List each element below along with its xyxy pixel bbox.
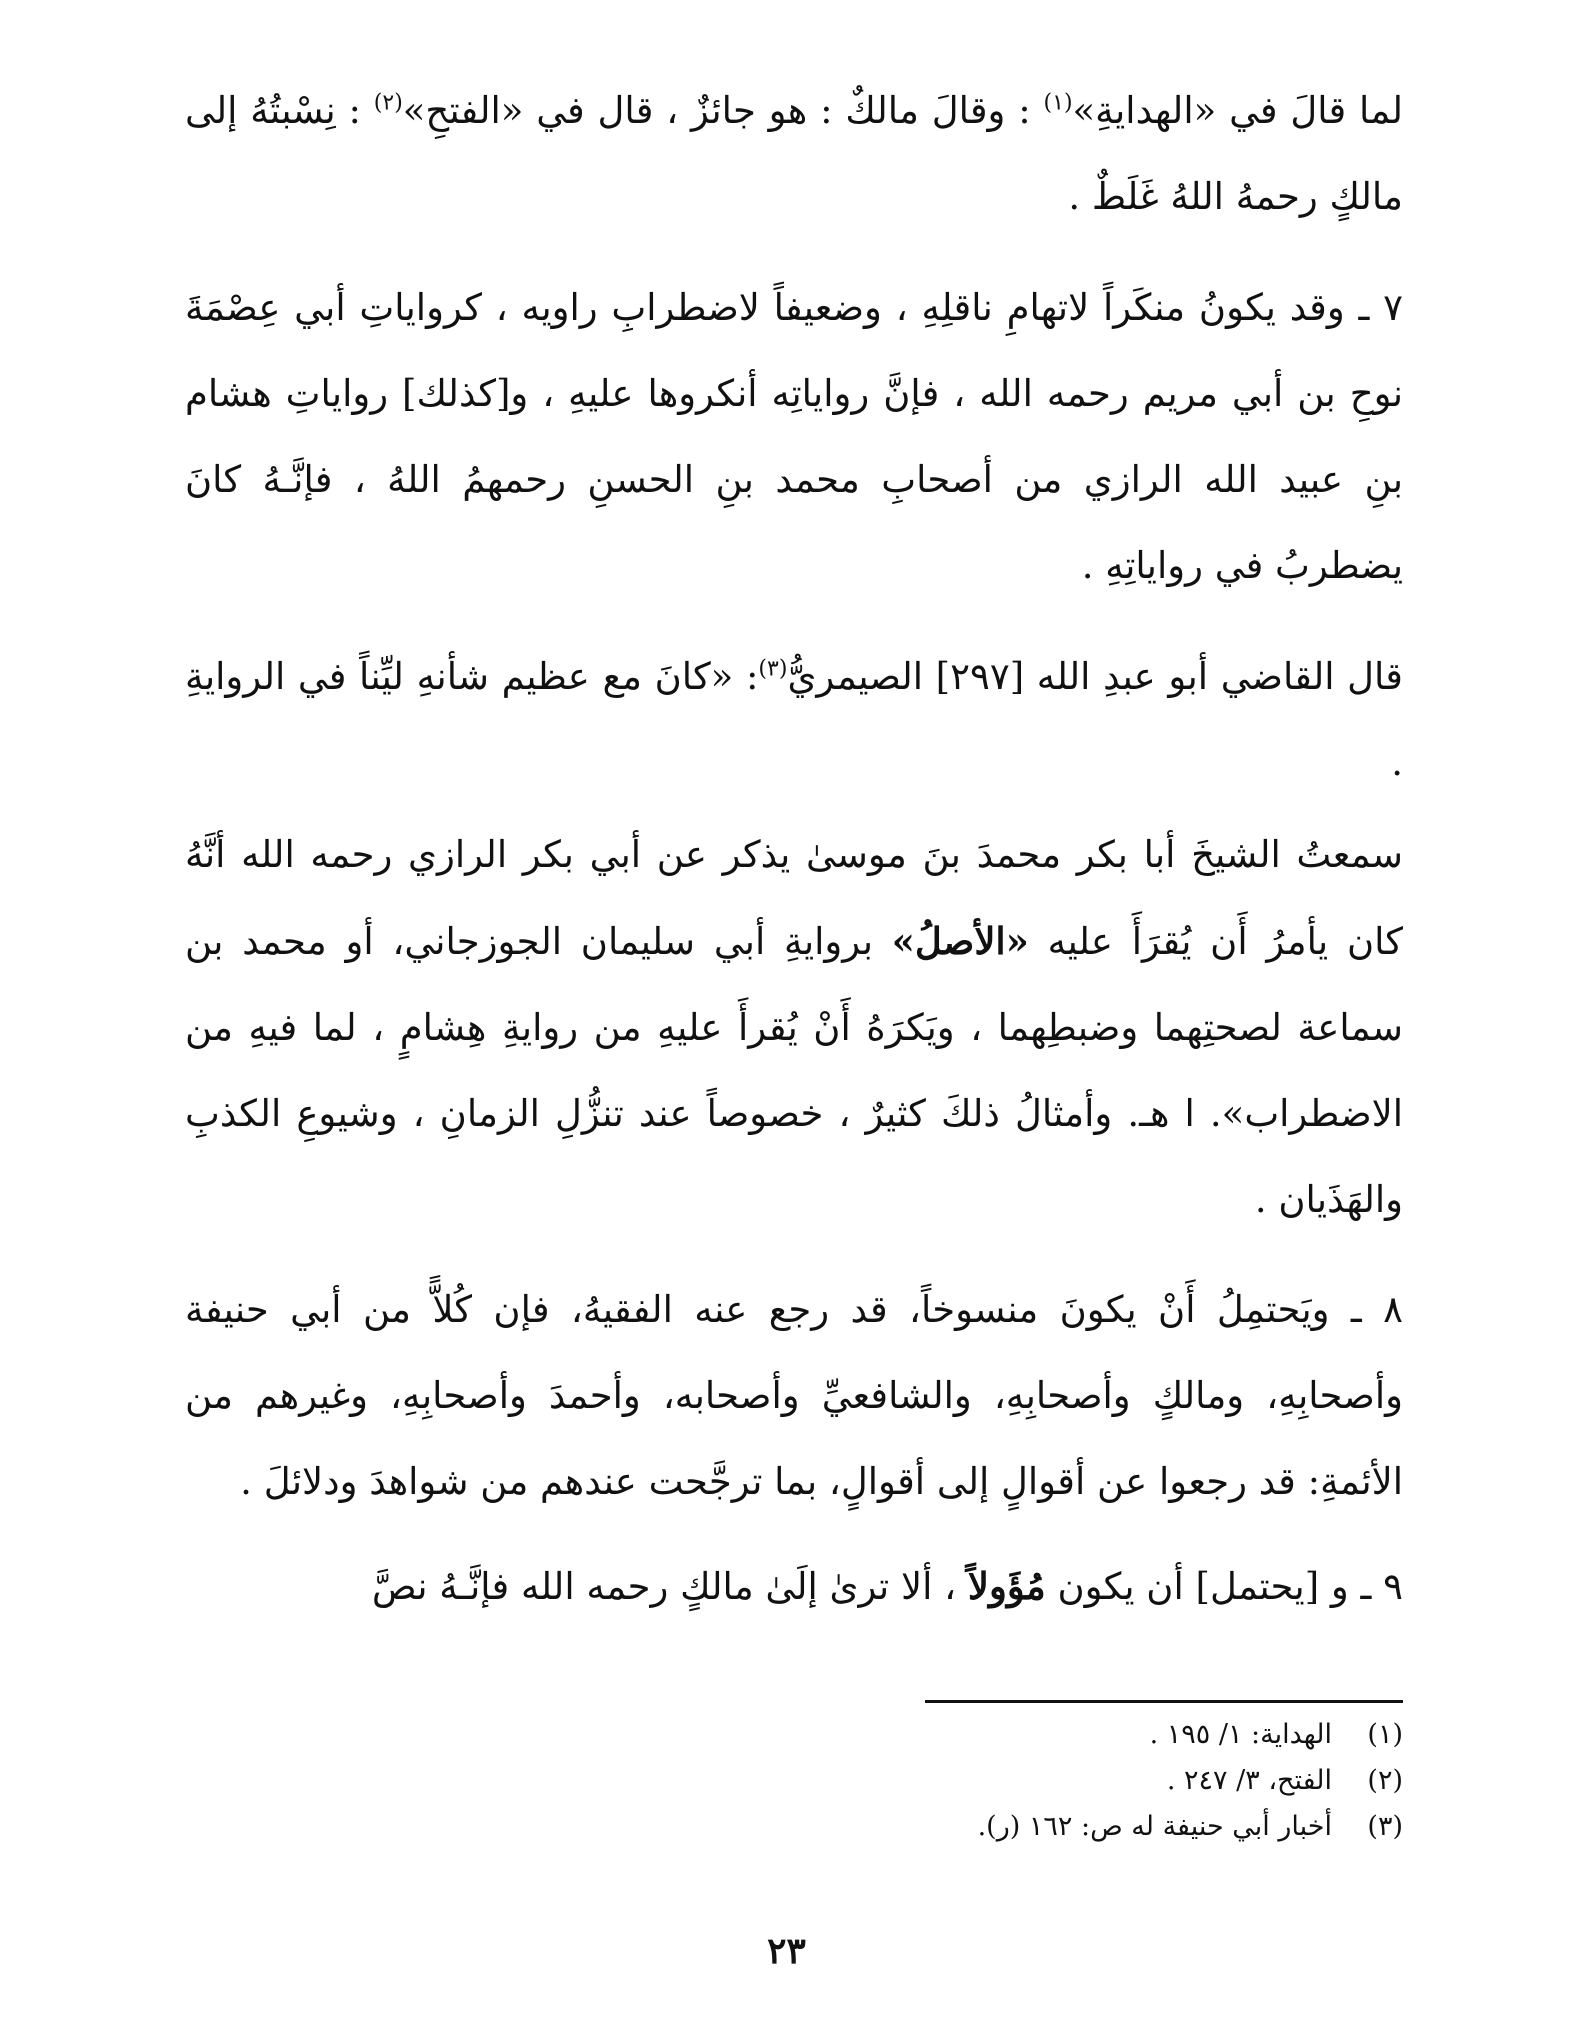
text-span: لما قالَ في «الهدايةِ» xyxy=(1072,89,1403,132)
bold-term-asl: «الأصلُ» xyxy=(891,919,1029,963)
text-span: ٨ ـ ويَحتمِلُ أَنْ يكونَ منسوخاً، قد رجع عنه الفقيهُ، فإن كُلاًّ من أبي حنيفة وأصحابِهِ، ومالكٍ وأصحابِهِ، والشافعيِّ وأصحابه، وأحمدَ وأصحابِهِ، وغيرهم من الأئمةِ: قد رجعوا عن أقوالٍ إلى أقوالٍ، بما ترجَّحت عندهم من شواهدَ ودلائلَ . xyxy=(185,1288,1403,1503)
text-span: : وقالَ مالكٌ : هو جائزٌ ، قال في «الفتحِ» xyxy=(402,89,1044,132)
page-number: ٢٣ xyxy=(767,1930,806,1972)
paragraph-quote-saymari xyxy=(185,634,1403,806)
text-span: بروايةِ أبي سليمان الجوزجاني، أو محمد بن سماعة لصحتِهما وضبطِهما ، ويَكرَهُ أَنْ يُقرأَ عليهِ من روايةِ هِشامٍ ، لما فيهِ من الاضطراب». ا هـ. وأمثالُ ذلكَ كثيرٌ ، خصوصاً عند تنزُّلِ الزمانِ ، وشيوعِ الكذبِ والهَذَيان . xyxy=(185,920,1403,1221)
text-span: : «كانَ مع عظيم شأنهِ ليِّناً في الروايةِ . xyxy=(185,655,1403,784)
paragraph-point-9 xyxy=(185,1543,1403,1630)
footnote-ref-2[interactable]: (٢) xyxy=(373,90,403,116)
text-span: : نِسْبتُهُ إلى مالكٍ رحمهُ اللهُ غَلَطٌ . xyxy=(185,89,1403,218)
footnote-number: (٢) xyxy=(1367,1765,1403,1796)
footnote-number: (٣) xyxy=(1367,1811,1403,1842)
footnote-2 xyxy=(703,1758,1403,1804)
paragraph-point-7 xyxy=(185,265,1403,609)
bold-term-muawwal: مُؤَولاً xyxy=(967,1564,1046,1608)
text-span: ، ألا ترىٰ إلَىٰ مالكٍ رحمه الله فإنَّـهُ نصَّ xyxy=(371,1565,968,1608)
text-span: قال القاضي أبو عبدِ الله [٢٩٧] الصيمريُّ xyxy=(787,655,1403,698)
footnote-ref-1[interactable]: (١) xyxy=(1043,90,1073,116)
footnote-text: الفتح، ٣/ ٢٤٧ . xyxy=(1166,1765,1332,1796)
footnotes-list xyxy=(703,1712,1403,1850)
footnote-separator xyxy=(925,1700,1403,1703)
text-span: ٩ ـ و [يحتمل] أن يكون xyxy=(1045,1565,1403,1608)
footnote-ref-3[interactable]: (٣) xyxy=(758,656,788,682)
text-span: ٧ ـ وقد يكونُ منكَراً لاتهامِ ناقلِهِ ، وضعيفاً لاضطرابِ راويه ، كرواياتِ أبي عِصْمَةَ نوحِ بن أبي مريم رحمه الله ، فإنَّ رواياتِه أنكروها عليهِ ، و[كذلك] رواياتِ هشام بنِ عبيد الله الرازي من أصحابِ محمد بنِ الحسنِ رحمهمُ اللهُ ، فإنَّـهُ كانَ يضطربُ في رواياتِهِ . xyxy=(185,286,1403,587)
footnote-3 xyxy=(703,1804,1403,1850)
text-span: سمعتُ الشيخَ أبا بكر محمدَ بنَ موسىٰ يذكر عن أبي بكر الرازي رحمه الله أنَّهُ كان يأمرُ أَن يُقرَأَ عليه xyxy=(185,833,1403,963)
footnote-1 xyxy=(703,1712,1403,1758)
paragraph-quote-razi xyxy=(185,812,1403,1243)
paragraph-point-8 xyxy=(185,1267,1403,1525)
footnote-text: الهداية: ١/ ١٩٥ . xyxy=(1149,1719,1332,1750)
paragraph-1 xyxy=(185,68,1403,240)
footnote-text: أخبار أبي حنيفة له ص: ١٦٢ (ر). xyxy=(977,1811,1332,1842)
footnote-number: (١) xyxy=(1367,1719,1403,1750)
